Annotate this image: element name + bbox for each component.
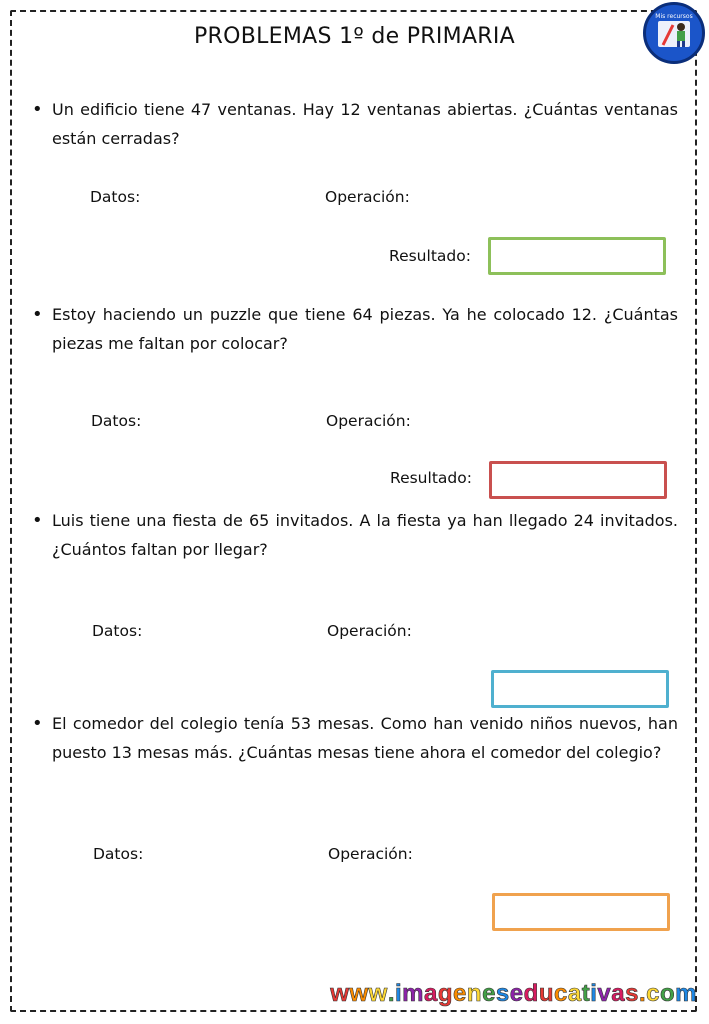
- answer-box[interactable]: [489, 461, 667, 499]
- problem-2: [30, 300, 678, 358]
- datos-label: Datos:: [91, 412, 142, 430]
- operacion-label: Operación:: [327, 622, 412, 640]
- problem-text: • Un edificio tiene 47 ventanas. Hay 12 ventanas abiertas. ¿Cuántas ventanas están cerradas?: [30, 95, 678, 153]
- logo-text: Mis recursos: [655, 13, 693, 20]
- problem-text: • Luis tiene una fiesta de 65 invitados. A la fiesta ya han llegado 24 invitados. ¿Cuántos faltan por llegar?: [30, 506, 678, 564]
- problem-text: • Estoy haciendo un puzzle que tiene 64 piezas. Ya he colocado 12. ¿Cuántas piezas me faltan por colocar?: [30, 300, 678, 358]
- datos-label: Datos:: [93, 845, 144, 863]
- answer-box[interactable]: [488, 237, 666, 275]
- operacion-label: Operación:: [325, 188, 410, 206]
- operacion-label: Operación:: [328, 845, 413, 863]
- problem-text: • El comedor del colegio tenía 53 mesas. Como han venido niños nuevos, han puesto 13 mesas más. ¿Cuántas mesas tiene ahora el comedor del colegio?: [30, 709, 678, 767]
- resultado-label: Resultado:: [389, 247, 471, 265]
- problem-4: [30, 709, 678, 767]
- page-title: PROBLEMAS 1º de PRIMARIA: [193, 24, 516, 49]
- datos-label: Datos:: [90, 188, 141, 206]
- answer-box[interactable]: [491, 670, 669, 708]
- operacion-label: Operación:: [326, 412, 411, 430]
- answer-box[interactable]: [492, 893, 670, 931]
- logo-graphic: [646, 5, 702, 61]
- datos-label: Datos:: [92, 622, 143, 640]
- website-url[interactable]: www.imageneseducativas.com: [330, 980, 697, 1007]
- resultado-label: Resultado:: [390, 469, 472, 487]
- problem-3: [30, 506, 678, 564]
- child-with-pencil-logo: [643, 2, 705, 64]
- problem-1: [30, 95, 678, 153]
